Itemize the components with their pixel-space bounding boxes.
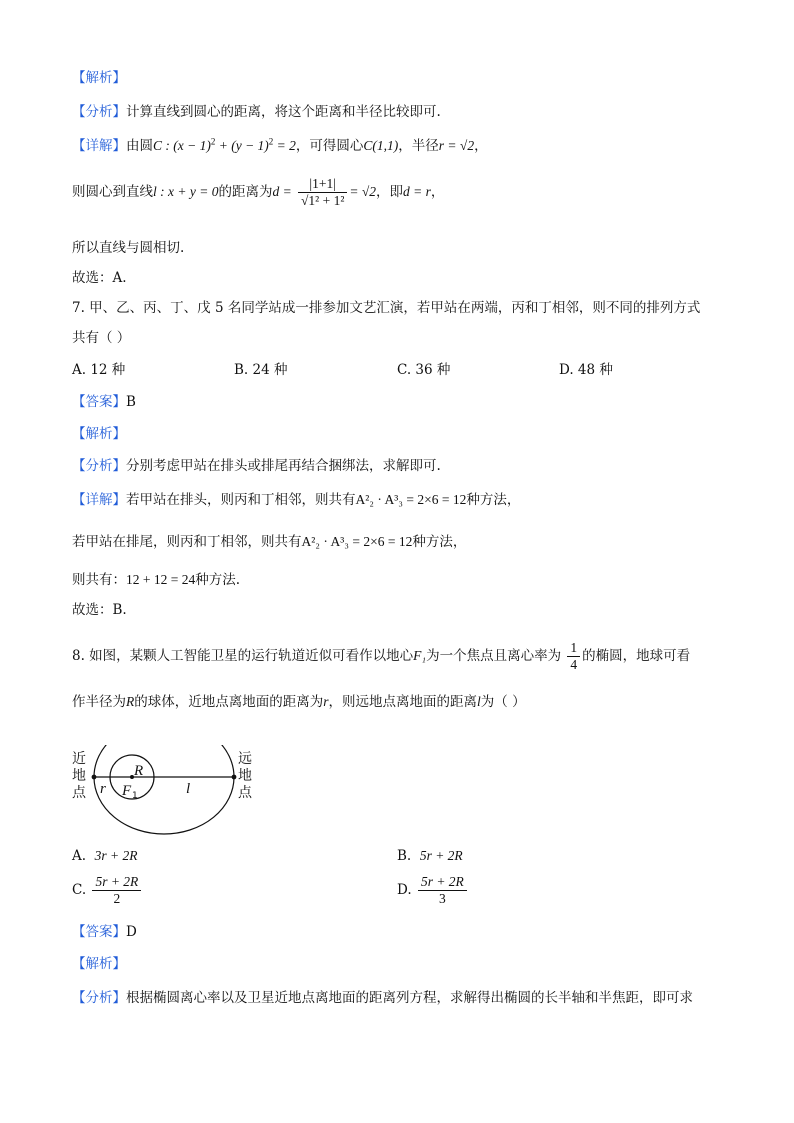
perigee-label-2: 地 — [72, 768, 86, 784]
q6-detail-2: 则圆心到直线l : x + y = 0的距离为d = $\frac{|1+1|}{\text{√1² + 1²}}$ = √2，即d = r， — [72, 176, 445, 208]
q6-jiexi-tag: 【解析】 — [72, 70, 126, 86]
q7-analysis: 【分析】分别考虑甲站在排头或排尾再结合捆绑法，求解即可. — [72, 458, 441, 474]
eccentricity-fraction: $\frac{1}{4}$ — [567, 640, 580, 673]
q8-option-a: A. 3r + 2R — [72, 848, 138, 864]
perigee-point — [92, 775, 97, 780]
q8-option-c: C. $\frac{5r + 2R}{2}$ — [72, 874, 143, 907]
q7-option-d: D. 48 种 — [559, 362, 613, 378]
q7-answer: 【答案】B — [72, 394, 136, 410]
q7-detail-3: 则共有：12 + 12 = 24种方法. — [72, 572, 241, 588]
option-d-fraction: $\frac{5r + 2R}{3}$ — [418, 874, 467, 907]
perigee-label-1: 近 — [72, 751, 86, 767]
q7-stem-2: 共有（ ） — [72, 330, 131, 346]
option-c-fraction: $\frac{5r + 2R}{2}$ — [92, 874, 141, 907]
apogee-label-3: 点 — [238, 785, 252, 801]
q7-option-a: A. 12 种 — [72, 362, 126, 378]
q6-answer: 故选：A. — [72, 270, 127, 286]
ellipse-orbit-diagram — [68, 745, 268, 845]
q7-jiexi-tag: 【解析】 — [72, 426, 126, 442]
radius-label: R — [134, 763, 144, 779]
q6-detail-1: 【详解】由圆C : $(x - 1)^2 + (y - 1)^2 = 2$，可得圆心C(1,1)，半径r = √2， — [72, 136, 488, 154]
q8-stem-2: 作半径为R的球体，近地点离地面的距离为r，则远地点离地面的距离l为（ ） — [72, 694, 526, 710]
focus-label: F — [122, 783, 132, 799]
apogee-label-2: 地 — [238, 768, 252, 784]
orbit-ellipse — [94, 745, 234, 834]
q7-final: 故选：B. — [72, 602, 127, 618]
q6-conclusion: 所以直线与圆相切. — [72, 240, 185, 256]
q6-analysis: 【分析】计算直线到圆心的距离，将这个距离和半径比较即可. — [72, 104, 441, 120]
q8-stem-1: 8. 如图，某颗人工智能卫星的运行轨道近似可看作以地心F₁为一个焦点且离心率为 $\frac{1}{4}$ 的椭圆，地球可看 — [72, 640, 691, 672]
l-label: l — [186, 781, 191, 797]
apogee-point — [232, 775, 237, 780]
q8-jiexi-tag: 【解析】 — [72, 956, 126, 972]
r-label: r — [100, 781, 106, 797]
focus-subscript: 1 — [132, 791, 138, 801]
perigee-label-3: 点 — [72, 785, 86, 801]
q7-detail-2: 若甲站在排尾，则丙和丁相邻，则共有A²₂ · A³₃ = 2×6 = 12种方法， — [72, 534, 467, 550]
q7-option-c: C. 36 种 — [397, 362, 451, 378]
q8-answer: 【答案】D — [72, 924, 137, 940]
distance-fraction: $\frac{|1+1|}{\text{√1² + 1²}}$ — [298, 176, 347, 209]
q7-stem-1: 7. 甲、乙、丙、丁、戊 5 名同学站成一排参加文艺汇演，若甲站在两端，丙和丁相邻，则不同的排列方式 — [72, 300, 701, 316]
apogee-label-1: 远 — [238, 751, 252, 767]
q7-option-b: B. 24 种 — [234, 362, 288, 378]
q8-option-d: D. $\frac{5r + 2R}{3}$ — [397, 874, 469, 907]
q8-analysis: 【分析】根据椭圆离心率以及卫星近地点离地面的距离列方程，求解得出椭圆的长半轴和半焦距，即可求 — [72, 990, 693, 1006]
q7-detail-1: 【详解】若甲站在排头，则丙和丁相邻，则共有A²₂ · A³₃ = 2×6 = 12种方法， — [72, 492, 521, 508]
q8-option-b: B. 5r + 2R — [397, 848, 463, 864]
